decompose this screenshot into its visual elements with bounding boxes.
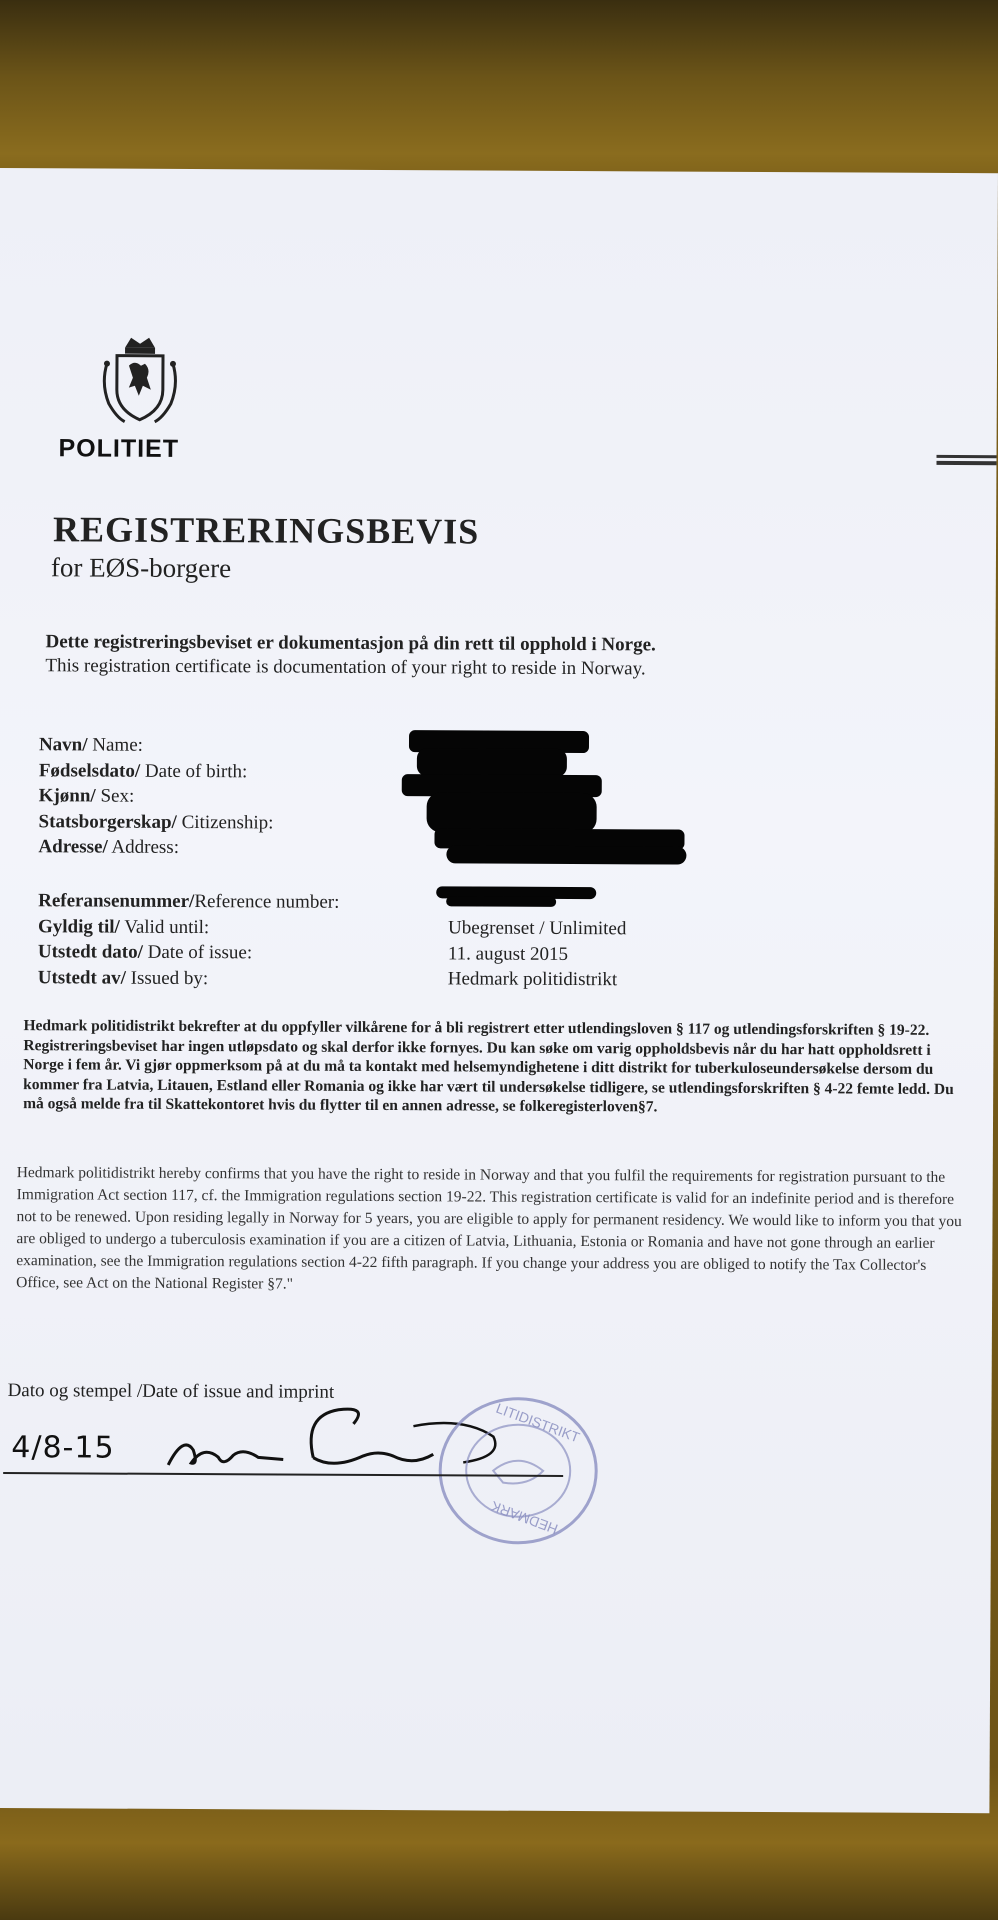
personal-fields: [38, 732, 274, 861]
document-subtitle: for EØS-borgere: [50, 552, 232, 584]
intro-english: This registration certificate is documentation of your right to reside in Norway.: [45, 655, 646, 680]
redaction-personal: [427, 792, 597, 833]
field-citizenship: Statsborgerskap/ Citizenship:: [38, 810, 274, 833]
intro-text: [45, 630, 656, 681]
field-date-of-birth: Fødselsdato/ Date of birth:: [38, 759, 248, 782]
field-address: Adresse/ Address:: [38, 836, 180, 858]
edge-marker-icon: [936, 453, 996, 467]
svg-text:LITIDISTRIKT: LITIDISTRIKT: [493, 1399, 582, 1446]
paragraph-norwegian: Hedmark politidistrikt bekrefter at du oppfyller vilkårene for å bli registrert etter utlendingsloven § 117 og utlendingsforskriften § 19-22. Registreringsbeviset har ingen utløpsdato og skal derfor ikke fornyes. Du kan søke om varig oppholdsbevis når du har hatt oppholdsrett i Norge i fem år. Vi gjør oppmerksom på at du må ta kontakt med helsemyndighetene i ditt distrikt for tuberkuloseundersøkelse dersom du kommer fra Latvia, Litauen, Estland eller Romania og ikke har vært til undersøkelse tidligere, se utlendingsforskriften § 4-22 femte ledd. Du må også melde fra til Skattekontoret hvis du flytter til en annen adresse, se folkeregisterloven§7.: [23, 1017, 954, 1116]
document-page: [0, 168, 998, 1813]
redaction-personal: [417, 748, 567, 777]
field-date-of-issue: Utstedt dato/ Date of issue:: [37, 941, 253, 964]
coat-of-arms-icon: [95, 334, 185, 426]
official-stamp-icon: [433, 1390, 604, 1551]
paragraph-english: Hedmark politidistrikt hereby confirms that you have the right to reside in Norway and that you fulfil the requirements for registration pursuant to the Immigration Act section 117, cf. the Immigration regulations section 19-22. This registration certificate is valid for an indefinite period and is therefore not to be renewed. Upon residing legally in Norway for 5 years, you are eligible to apply for permanent residency. We would like to inform you that you are obliged to undergo a tuberculosis examination if you are a citizen of Latvia, Lithuania, Estonia or Romania and have not gone through an earlier examination, see the Immigration regulations section 4-22 fifth paragraph. If you change your address you are obliged to notify the Tax Collector's Office, see Act on the National Register §7.": [16, 1164, 962, 1293]
field-valid-until: Gyldig til/ Valid until:: [37, 915, 210, 938]
value-valid-until: Ubegrenset / Unlimited: [447, 917, 627, 940]
signature-label: Dato og stempel /Date of issue and imprint: [7, 1380, 335, 1403]
field-reference-number: Referansenummer/Reference number:: [38, 890, 340, 913]
certificate-fields: [38, 888, 340, 992]
certificate-values: [448, 915, 627, 992]
redaction-personal: [446, 845, 686, 864]
svg-text:HEDMARK: HEDMARK: [488, 1498, 560, 1538]
handwritten-date: 4/8-15: [11, 1430, 115, 1466]
field-issued-by: Utstedt av/ Issued by:: [37, 966, 209, 989]
document-title: REGISTRERINGSBEVIS: [53, 509, 480, 552]
field-sex: Kjønn/ Sex:: [38, 785, 135, 807]
value-date-of-issue: 11. august 2015: [447, 942, 569, 965]
field-name: Navn/ Name:: [38, 734, 144, 756]
intro-norwegian: Dette registreringsbeviset er dokumentasjon på din rett til opphold i Norge.: [45, 631, 656, 656]
redaction-reference-number: [446, 896, 556, 907]
org-name: POLITIET: [58, 434, 180, 463]
value-issued-by: Hedmark politidistrikt: [447, 968, 618, 991]
